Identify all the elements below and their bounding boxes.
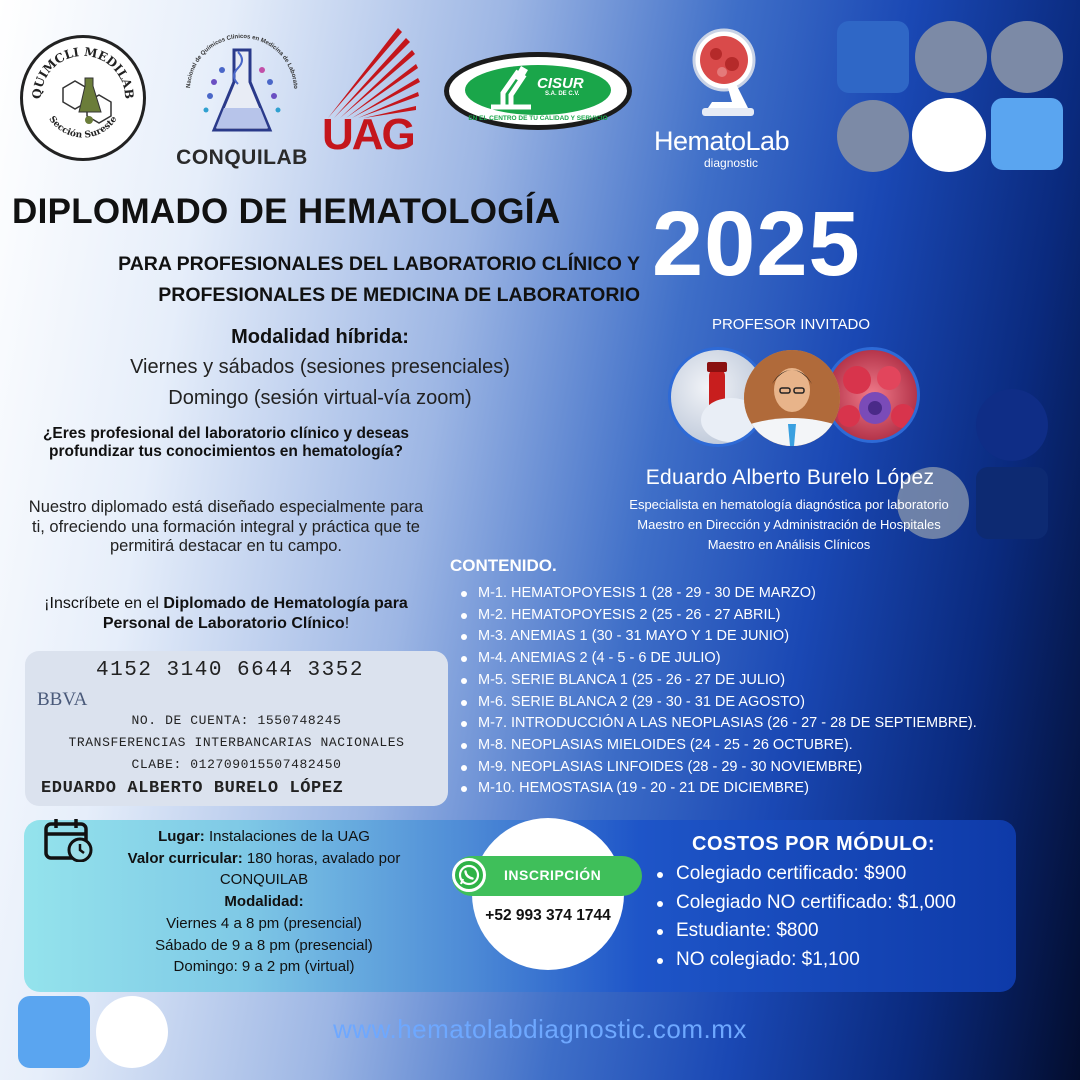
enroll-prefix: ¡Inscríbete en el bbox=[44, 595, 164, 612]
course-details bbox=[96, 826, 432, 978]
svg-text:QUIMCLI MEDILAB bbox=[30, 45, 136, 100]
professor-credential: Maestro en Análisis Clínicos bbox=[707, 537, 871, 552]
website-link[interactable]: www.hematolabdiagnostic.com.mx bbox=[333, 1014, 747, 1044]
module-item: M-3. ANEMIAS 1 (30 - 31 MAYO Y 1 DE JUNIO) bbox=[458, 626, 977, 648]
quimcli-bottom-text: Sección Sureste bbox=[46, 114, 120, 141]
schedule-label: Modalidad: bbox=[224, 893, 304, 911]
cost-item: Colegiado certificado: $900 bbox=[654, 860, 956, 889]
valor-label: Valor curricular: bbox=[127, 849, 243, 867]
conquilab-ring-text: Nacional de Químicos Clínicos en Medicina de Laborato bbox=[186, 33, 299, 90]
schedule-line: Sábado de 9 a 8 pm (presencial) bbox=[155, 936, 373, 954]
conquilab-name: CONQUILAB bbox=[176, 146, 308, 169]
uag-fan-icon bbox=[318, 28, 428, 118]
module-item: M-2. HEMATOPOYESIS 2 (25 - 26 - 27 ABRIL) bbox=[458, 605, 977, 627]
hematolab-name: HematoLab bbox=[654, 126, 790, 156]
account-holder: EDUARDO ALBERTO BURELO LÓPEZ bbox=[41, 779, 344, 798]
subtitle-line-2: PROFESIONALES DE MEDICINA DE LABORATORIO bbox=[158, 284, 640, 306]
cost-item: NO colegiado: $1,100 bbox=[654, 946, 956, 975]
svg-text:Sección Sureste bbox=[47, 114, 120, 140]
microscope-icon bbox=[483, 63, 539, 113]
phone-number[interactable]: +52 993 374 1744 bbox=[485, 907, 611, 924]
professor-credential: Especialista en hematología diagnóstica por laboratorio bbox=[629, 497, 949, 512]
quimcli-top-text: QUIMCLI MEDILAB bbox=[29, 44, 137, 100]
valor-line bbox=[96, 848, 432, 891]
cost-item: Colegiado NO certificado: $1,000 bbox=[654, 889, 956, 918]
lugar-line bbox=[96, 826, 432, 848]
decor-circle-3 bbox=[837, 100, 909, 172]
calendar-clock-icon bbox=[44, 818, 94, 862]
modalidad-line-1: Viernes y sábados (sesiones presenciales) bbox=[130, 356, 510, 378]
decor-circle-5 bbox=[976, 389, 1048, 461]
schedule-heading bbox=[96, 891, 432, 913]
cisur-logo bbox=[444, 52, 632, 130]
hematolab-sub: diagnostic bbox=[704, 156, 759, 170]
enroll-course-name: Diplomado de Hematología para Personal de Laboratorio Clínico bbox=[102, 595, 408, 632]
costs-list bbox=[654, 860, 956, 974]
schedule-line: Domingo: 9 a 2 pm (virtual) bbox=[173, 958, 355, 976]
module-item: M-1. HEMATOPOYESIS 1 (28 - 29 - 30 DE MARZO) bbox=[458, 583, 977, 605]
module-item: M-10. HEMOSTASIA (19 - 20 - 21 DE DICIEMBRE) bbox=[458, 778, 977, 800]
schedule-line: Viernes 4 a 8 pm (presencial) bbox=[166, 914, 362, 932]
card-number: 4152 3140 6644 3352 bbox=[96, 659, 364, 682]
inscription-button[interactable] bbox=[452, 856, 642, 896]
clabe-number: CLABE: 012709015507482450 bbox=[131, 757, 342, 772]
costs-heading: COSTOS POR MÓDULO: bbox=[692, 833, 936, 855]
module-item: M-6. SERIE BLANCA 2 (29 - 30 - 31 DE AGOSTO) bbox=[458, 692, 977, 714]
decor-circle-7 bbox=[96, 996, 168, 1068]
module-list bbox=[458, 583, 977, 800]
page-title: DIPLOMADO DE HEMATOLOGÍA bbox=[12, 192, 561, 231]
module-item: M-5. SERIE BLANCA 1 (25 - 26 - 27 DE JULIO) bbox=[458, 670, 977, 692]
lugar-value: Instalaciones de la UAG bbox=[204, 828, 370, 845]
module-item: M-9. NEOPLASIAS LINFOIDES (28 - 29 - 30 NOVIEMBRE) bbox=[458, 757, 977, 779]
enroll-text bbox=[26, 594, 426, 633]
decor-circle-1 bbox=[915, 21, 987, 93]
year: 2025 bbox=[652, 193, 861, 295]
decor-square-2 bbox=[991, 98, 1063, 170]
inscription-label: INSCRIPCIÓN bbox=[504, 867, 602, 883]
modalidad-block bbox=[60, 322, 580, 414]
uag-logo bbox=[318, 28, 428, 160]
quimcli-medilab-logo bbox=[20, 35, 146, 161]
description-text: Nuestro diplomado está diseñado especialmente para ti, ofreciendo una formación integral y práctica que te permitirá destacar en tu campo. bbox=[28, 498, 424, 555]
decor-circle-2 bbox=[991, 21, 1063, 93]
decor-square-4 bbox=[18, 996, 90, 1068]
content-heading: CONTENIDO. bbox=[450, 556, 557, 575]
guest-professor-label: PROFESOR INVITADO bbox=[711, 316, 871, 333]
bank-info-card bbox=[25, 651, 448, 806]
modalidad-heading: Modalidad híbrida: bbox=[231, 326, 409, 348]
professor-portrait bbox=[744, 350, 840, 446]
whatsapp-icon bbox=[452, 858, 486, 892]
blood-cells-icon bbox=[827, 350, 920, 443]
uag-name: UAG bbox=[322, 110, 414, 159]
module-item: M-7. INTRODUCCIÓN A LAS NEOPLASIAS (26 - 27 - 28 DE SEPTIEMBRE). bbox=[458, 713, 977, 735]
decor-square-1 bbox=[837, 21, 909, 93]
cisur-sub: S.A. DE C.V. bbox=[545, 91, 580, 97]
transfer-label: TRANSFERENCIAS INTERBANCARIAS NACIONALES bbox=[68, 735, 405, 750]
question-text: ¿Eres profesional del laboratorio clínico y deseas profundizar tus conocimientos en hematología? bbox=[42, 425, 410, 460]
module-item: M-4. ANEMIAS 2 (4 - 5 - 6 DE JULIO) bbox=[458, 648, 977, 670]
cisur-name: CISUR bbox=[537, 75, 584, 92]
professor-name: Eduardo Alberto Burelo López bbox=[645, 466, 935, 489]
account-number: NO. DE CUENTA: 1550748245 bbox=[131, 713, 342, 728]
module-item: M-8. NEOPLASIAS MIELOIDES (24 - 25 - 26 OCTUBRE). bbox=[458, 735, 977, 757]
subtitle-line-1: PARA PROFESIONALES DEL LABORATORIO CLÍNICO Y bbox=[118, 253, 640, 275]
cisur-slogan: EN EL CENTRO DE TU CALIDAD Y SERVICIO bbox=[468, 115, 608, 122]
hematolab-logo bbox=[648, 22, 818, 170]
professor-credential: Maestro en Dirección y Administración de Hospitales bbox=[637, 517, 941, 532]
conquilab-flask-icon bbox=[162, 20, 322, 140]
professor-photo bbox=[744, 350, 840, 446]
valor-value: 180 horas, avalado por CONQUILAB bbox=[219, 849, 401, 889]
lugar-label: Lugar: bbox=[158, 828, 205, 845]
quimcli-emblem bbox=[23, 38, 143, 158]
decor-circle-4 bbox=[912, 98, 986, 172]
svg-text:Colegio Nacional de Químicos C bbox=[162, 20, 298, 90]
enroll-suffix: ! bbox=[344, 614, 350, 632]
hematolab-microscope-icon bbox=[688, 22, 768, 122]
bank-name: BBVA bbox=[37, 689, 88, 710]
cost-item: Estudiante: $800 bbox=[654, 917, 956, 946]
page-subtitle bbox=[14, 249, 640, 311]
conquilab-logo bbox=[162, 20, 322, 170]
modalidad-line-2: Domingo (sesión virtual-vía zoom) bbox=[168, 387, 472, 409]
